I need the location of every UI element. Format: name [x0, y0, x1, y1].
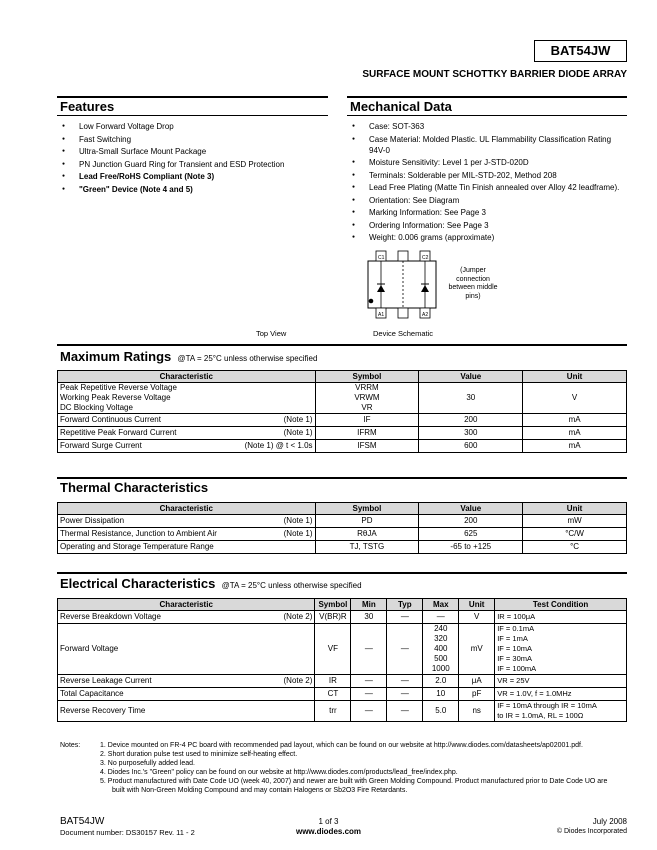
typ-cell: — [387, 624, 423, 675]
label-c2: C2 [422, 255, 429, 261]
table-row [58, 675, 627, 688]
symbol-cell: trr [315, 701, 351, 722]
value-cell: 200 [419, 515, 523, 528]
max-cell: 10 [423, 688, 459, 701]
mechanical-list [352, 121, 622, 245]
value-cell: 625 [419, 528, 523, 541]
min-cell: — [351, 675, 387, 688]
value-cell: 300 [419, 427, 523, 440]
column-header: Symbol [315, 371, 419, 383]
symbol-cell: IFRM [315, 427, 419, 440]
diode-2-icon [421, 285, 429, 292]
table-row [58, 541, 627, 554]
footer-part: BAT54JW [60, 816, 105, 827]
feature-item: ● Fast Switching [62, 134, 332, 145]
unit-cell: mW [523, 515, 627, 528]
note-ref: (Note 2) [283, 676, 313, 685]
symbol-cell: PD [315, 515, 419, 528]
unit-cell: V [459, 611, 495, 624]
characteristic-cell [58, 383, 316, 414]
characteristic-label: Reverse Leakage Current [60, 676, 152, 685]
electrical-heading: Electrical Characteristics [60, 576, 216, 591]
note-ref: (Note 1) [283, 516, 313, 525]
table-row [58, 611, 627, 624]
mechanical-item: ● Weight: 0.006 grams (approximate) [352, 232, 622, 243]
column-header: Unit [459, 599, 495, 611]
notes-list [100, 741, 620, 795]
symbol-cell: VF [315, 624, 351, 675]
label-a1: A1 [378, 312, 385, 318]
symbol-cell: IF [315, 414, 419, 427]
unit-cell: pF [459, 688, 495, 701]
table-row [58, 515, 627, 528]
mechanical-item: ● Case Material: Molded Plastic. UL Flammability Classification Rating 94V-0 [352, 134, 622, 156]
thermal-rule [57, 477, 627, 479]
footer-doc-number: Document number: DS30157 Rev. 11 - 2 [60, 828, 195, 837]
characteristic-cell [58, 611, 315, 624]
table-row [58, 624, 627, 675]
symbol-cell: TJ, TSTG [315, 541, 419, 554]
electrical-condition: @TA = 25°C unless otherwise specified [221, 581, 362, 590]
mechanical-item: ● Case: SOT-363 [352, 121, 622, 132]
features-heading: Features [60, 99, 115, 114]
column-header: Characteristic [58, 503, 316, 515]
table-row [58, 414, 627, 427]
note-ref: (Note 1) [283, 529, 313, 538]
schematic-diagram [362, 247, 442, 327]
feature-item: ● "Green" Device (Note 4 and 5) [62, 184, 332, 195]
footer-website[interactable]: www.diodes.com [295, 827, 362, 836]
note-item: 2. Short duration pulse test used to minimize self-heating effect. [100, 751, 298, 758]
typ-cell: — [387, 701, 423, 722]
unit-cell: °C/W [523, 528, 627, 541]
diode-1-icon [377, 285, 385, 292]
characteristic-label: Total Capacitance [60, 689, 124, 698]
characteristic-cell [58, 624, 315, 675]
characteristic-cell [58, 427, 316, 440]
max-cell: — [423, 611, 459, 624]
note-item: 5. Product manufactured with Date Code UO (week 40, 2007) and newer are built with Green Molding Compound. Product manufactured prior to Date Code UO are built with Non-Green Molding Compound and may contain Halogens or Sb2O3 Fire Retardants. [100, 778, 608, 794]
table-row [58, 528, 627, 541]
notes-label: Notes: [60, 742, 81, 749]
top-view-label: Top View [256, 329, 287, 338]
cond-cell: VR = 25V [495, 675, 627, 688]
cond-cell: IR = 100μA [495, 611, 627, 624]
cond-cell: VR = 1.0V, f = 1.0MHz [495, 688, 627, 701]
characteristic-cell [58, 701, 315, 722]
pin-middle-top [398, 251, 408, 261]
table-row [58, 427, 627, 440]
characteristic-label: Repetitive Peak Forward Current [60, 428, 177, 437]
symbol-cell: V(BR)R [315, 611, 351, 624]
electrical-rule [57, 572, 627, 574]
characteristic-cell [58, 541, 316, 554]
mechanical-top-rule [347, 96, 627, 98]
feature-item: ● PN Junction Guard Ring for Transient and ESD Protection [62, 159, 332, 170]
characteristic-label: Reverse Breakdown Voltage [60, 612, 161, 621]
note-item: 1. Device mounted on FR-4 PC board with recommended pad layout, which can be found on our website at http://www.diodes.com/datasheets/ap02001.pdf. [100, 742, 583, 749]
unit-cell: V [523, 383, 627, 414]
note-item: 4. Diodes Inc.'s "Green" policy can be found on our website at http://www.diodes.com/products/lead_free/index.php. [100, 769, 458, 776]
max-cell: 240 320 400 500 1000 [423, 624, 459, 675]
characteristic-cell [58, 440, 316, 453]
feature-item: ● Low Forward Voltage Drop [62, 121, 332, 132]
characteristic-cell [58, 515, 316, 528]
unit-cell: mA [523, 414, 627, 427]
note-ref: (Note 2) [283, 612, 313, 621]
electrical-table [57, 598, 627, 722]
mechanical-heading: Mechanical Data [350, 99, 452, 114]
note-ref: (Note 1) [283, 428, 313, 437]
mechanical-item: ● Terminals: Solderable per MIL-STD-202, Method 208 [352, 170, 622, 181]
mechanical-item: ● Lead Free Plating (Matte Tin Finish annealed over Alloy 42 leadframe). [352, 182, 622, 193]
characteristic-cell [58, 688, 315, 701]
min-cell: 30 [351, 611, 387, 624]
characteristic-label: Forward Surge Current [60, 441, 142, 450]
characteristic-label: Operating and Storage Temperature Range [60, 542, 214, 551]
footer-copyright: © Diodes Incorporated [556, 828, 627, 835]
note-item: 3. No purposefully added lead. [100, 760, 195, 767]
footer-date: July 2008 [592, 817, 627, 826]
mechanical-bottom-rule [347, 115, 627, 116]
column-header: Unit [523, 503, 627, 515]
value-cell: -65 to +125 [419, 541, 523, 554]
symbol-cell: IFSM [315, 440, 419, 453]
feature-item: ● Ultra-Small Surface Mount Package [62, 146, 332, 157]
features-list [62, 121, 332, 196]
footer-page: 1 of 3 [318, 817, 339, 826]
thermal-table [57, 502, 627, 554]
table-row [58, 701, 627, 722]
max-ratings-heading: Maximum Ratings [60, 349, 172, 364]
thermal-heading: Thermal Characteristics [60, 480, 209, 495]
symbol-cell: VRRM VRWM VR [315, 383, 419, 414]
column-header: Symbol [315, 599, 351, 611]
min-cell: — [351, 624, 387, 675]
characteristic-label: Forward Voltage [60, 644, 119, 653]
unit-cell: ns [459, 701, 495, 722]
max-ratings-condition: @TA = 25°C unless otherwise specified [177, 354, 318, 363]
column-header: Max [423, 599, 459, 611]
schematic-label: Device Schematic [373, 329, 434, 338]
value-cell: 200 [419, 414, 523, 427]
part-number-box: BAT54JW [534, 40, 627, 62]
column-header: Test Condition [495, 599, 627, 611]
table-row [58, 440, 627, 453]
mechanical-item: ● Marking Information: See Page 3 [352, 207, 622, 218]
features-top-rule [57, 96, 328, 98]
max-ratings-table [57, 370, 627, 453]
symbol-cell: RθJA [315, 528, 419, 541]
device-schematic [362, 247, 442, 327]
symbol-cell: CT [315, 688, 351, 701]
table-row [58, 383, 627, 414]
pin-middle-bottom [398, 308, 408, 318]
unit-cell: mA [523, 440, 627, 453]
note-ref: (Note 1) @ t < 1.0s [244, 441, 313, 450]
mechanical-item: ● Ordering Information: See Page 3 [352, 220, 622, 231]
jumper-note: (Jumper connection between middle pins) [448, 267, 498, 300]
unit-cell: mV [459, 624, 495, 675]
characteristic-cell [58, 675, 315, 688]
min-cell: — [351, 701, 387, 722]
table-row [58, 688, 627, 701]
pin1-dot-icon [369, 299, 374, 304]
characteristic-cell [58, 528, 316, 541]
feature-item: ● Lead Free/RoHS Compliant (Note 3) [62, 171, 332, 182]
characteristic-label: Forward Continuous Current [60, 415, 161, 424]
characteristic-label: Peak Repetitive Reverse Voltage Working Peak Reverse Voltage DC Blocking Voltage [60, 383, 177, 412]
typ-cell: — [387, 675, 423, 688]
column-header: Unit [523, 371, 627, 383]
cond-cell: IF = 0.1mA IF = 1mA IF = 10mA IF = 30mA IF = 100mA [495, 624, 627, 675]
label-a2: A2 [422, 312, 429, 318]
value-cell: 30 [419, 383, 523, 414]
max-ratings-header [60, 349, 317, 364]
column-header: Value [419, 371, 523, 383]
column-header: Min [351, 599, 387, 611]
max-cell: 5.0 [423, 701, 459, 722]
min-cell: — [351, 688, 387, 701]
unit-cell: °C [523, 541, 627, 554]
unit-cell: mA [523, 427, 627, 440]
column-header: Value [419, 503, 523, 515]
mechanical-item: ● Orientation: See Diagram [352, 195, 622, 206]
characteristic-cell [58, 414, 316, 427]
typ-cell: — [387, 688, 423, 701]
symbol-cell: IR [315, 675, 351, 688]
note-ref: (Note 1) [283, 415, 313, 424]
typ-cell: — [387, 611, 423, 624]
max-cell: 2.0 [423, 675, 459, 688]
mechanical-item: ● Moisture Sensitivity: Level 1 per J-STD-020D [352, 157, 622, 168]
label-c1: C1 [378, 255, 385, 261]
column-header: Characteristic [58, 599, 315, 611]
characteristic-label: Power Dissipation [60, 516, 125, 525]
document-subtitle: SURFACE MOUNT SCHOTTKY BARRIER DIODE ARRAY [362, 69, 627, 80]
column-header: Characteristic [58, 371, 316, 383]
characteristic-label: Reverse Recovery Time [60, 706, 146, 715]
column-header: Typ [387, 599, 423, 611]
unit-cell: μA [459, 675, 495, 688]
max-ratings-rule [57, 344, 627, 346]
features-bottom-rule [57, 115, 328, 116]
column-header: Symbol [315, 503, 419, 515]
electrical-header [60, 576, 362, 591]
cond-cell: IF = 10mA through IR = 10mA to IR = 1.0mA, RL = 100Ω [495, 701, 627, 722]
characteristic-label: Thermal Resistance, Junction to Ambient Air [60, 529, 217, 538]
value-cell: 600 [419, 440, 523, 453]
